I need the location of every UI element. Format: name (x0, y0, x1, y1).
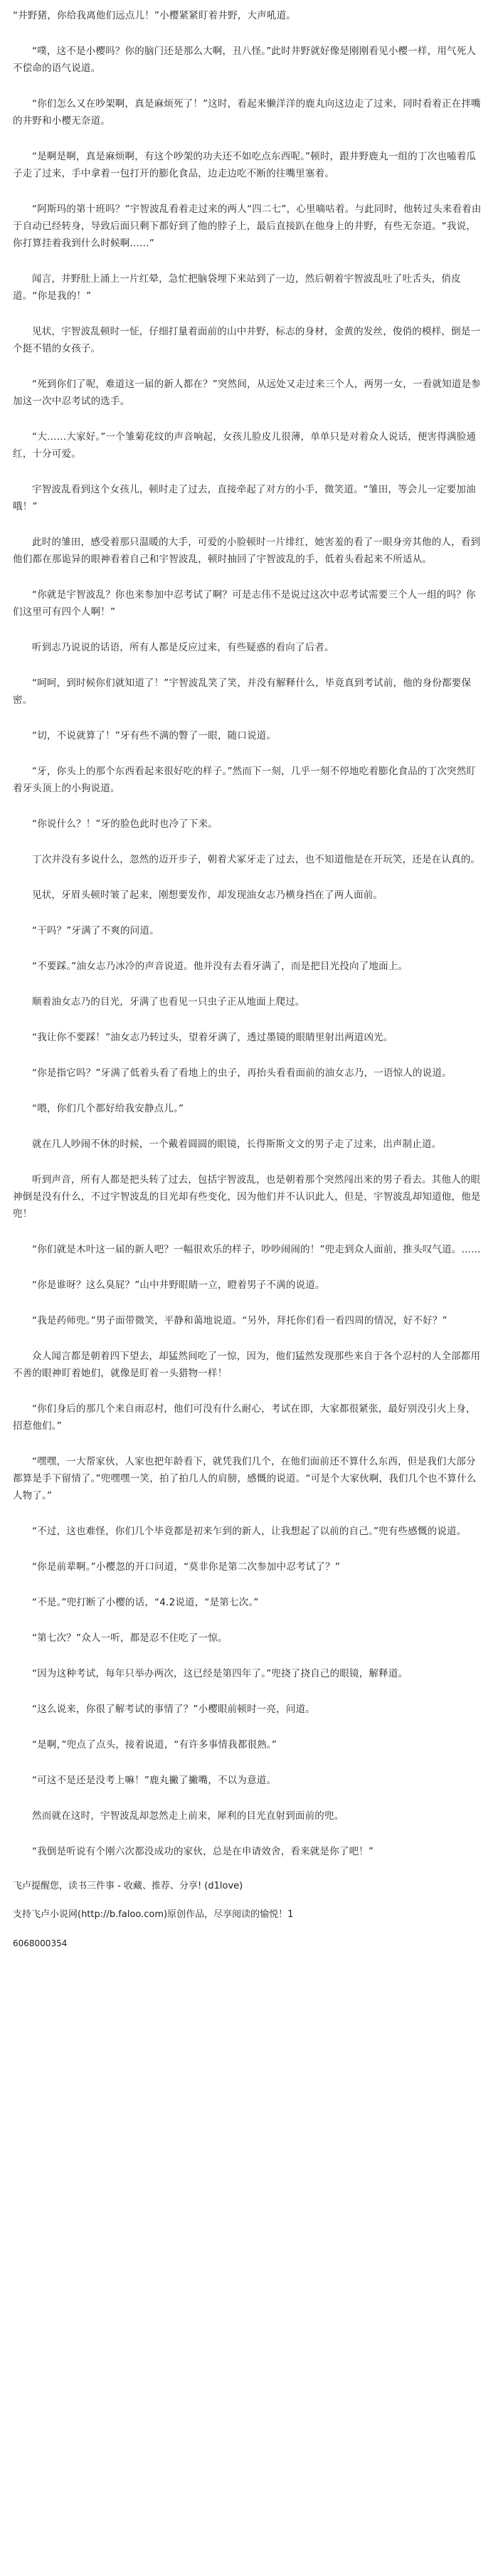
story-paragraph: 见状，牙眉头顿时皱了起来，刚想要发作，却发现油女志乃横身挡在了两人面前。 (32, 890, 383, 901)
story-paragraph: “因为这种考试，每年只举办两次，这已经是第四年了。”兜挠了挠自己的眼镜，解释道。 (32, 1668, 408, 1679)
story-paragraph: 就在几人吵闹不休的时候，一个戴着圆圆的眼镜，长得斯斯文文的男子走了过来，出声制止道。 (32, 1139, 442, 1150)
story-paragraph: “你就是宇智波乱？你也来参加中忍考试了啊？可是志伟不是说过这次中忍考试需要三个人一组的吗？你们这里可有四个人啊！” (13, 589, 476, 618)
story-paragraph: 见状，宇智波乱顿时一怔，仔细打量着面前的山中井野，标志的身材，金黄的发丝，俊俏的模样，倒是一个挺不错的女孩子。 (13, 326, 481, 354)
story-paragraph: “你们身后的那几个来自雨忍村，他们可没有什么耐心，考试在即，大家都很紧张，最好别没引火上身，招惹他们。” (13, 1403, 476, 1432)
story-paragraph: “我让你不要踩！”油女志乃转过头，望着牙满了，透过墨镜的眼睛里射出两道凶光。 (32, 1032, 393, 1043)
footer-code: 6068000354 (13, 1938, 68, 1948)
story-paragraph: “不过，这也难怪，你们几个毕竟都是初来乍到的新人，让我想起了以前的自己。”兜有些感慨的说道。 (32, 1526, 467, 1537)
story-paragraph: “呵呵，到时候你们就知道了！”宇智波乱笑了笑，并没有解释什么，毕竟真到考试前，他的身份都要保密。 (13, 677, 472, 706)
story-paragraph: 顺着油女志乃的目光，牙满了也看见一只虫子正从地面上爬过。 (32, 996, 305, 1008)
story-paragraph: “你们怎么又在吵架啊，真是麻烦死了！”这时，看起来懒洋洋的鹿丸向这边走了过来，同时看着正在拌嘴的井野和小樱无奈道。 (13, 98, 481, 127)
story-paragraph: 听到志乃说说的话语，所有人都是反应过来，有些疑惑的看向了后者。 (32, 642, 334, 653)
story-paragraph: “牙，你头上的那个东西看起来很好吃的样子。”然而下一刻，几乎一刻不停地吃着膨化食品的丁次突然盯着牙头顶上的小狗说道。 (13, 766, 477, 794)
story-paragraph: “你是前辈啊。”小樱忽的开口问道，“莫非你是第二次参加中忍考试了？” (32, 1561, 341, 1573)
story-paragraph: “阿斯玛的第十班吗？”宇智波乱看着走过来的两人“四二七”，心里嘀咕着。与此同时，他转过头来看着由于自动已经转身，导致后面只剩下都好到了他的脖子上，最后直接趴在他身上的井野，有些无奈道。“我说，你打算挂着我到什么时候啊……” (13, 204, 482, 249)
story-paragraph: “你说什么？！”牙的脸色此时也冷了下来。 (32, 818, 218, 830)
story-paragraph: “可这不是还是没考上嘛！”鹿丸撇了撇嘴，不以为意道。 (32, 1775, 277, 1786)
story-paragraph: 丁次并没有多说什么，忽然的迈开步子，朝着犬冢牙走了过去，也不知道他是在开玩笑，还是在认真的。 (32, 854, 481, 865)
story-paragraph: 听到声音，所有人都是把头转了过去，包括宇智波乱，也是朝着那个突然闯出来的男子看去。其他人的眼神倒是没有什么，不过宇智波乱的目光却有些变化，因为他们并不认识此人，但是，宇智波乱却知道他，他是兜！ (13, 1174, 481, 1220)
story-paragraph: 然而就在这时，宇智波乱却忽然走上前来，犀利的目光直射到面前的兜。 (32, 1810, 344, 1822)
story-paragraph: “第七次？”众人一听，都是忍不住吃了一惊。 (32, 1632, 228, 1644)
footer-site-text[interactable]: 支持飞卢小说网(http://b.faloo.com)原创作品，尽享阅读的愉悦！1 (13, 1909, 294, 1920)
story-paragraph: “井野猪，你给我离他们远点儿！”小樱紧紧盯着井野，大声吼道。 (13, 10, 296, 21)
story-paragraph: “不是。”兜打断了小樱的话，“4.2说道，“是第七次。” (32, 1597, 259, 1608)
story-paragraph: “是啊是啊，真是麻烦啊，有这个吵架的功夫还不如吃点东西呢。”顿时，跟井野鹿丸一组的丁次也嗑着瓜子走了过来，手中拿着一包打开的膨化食品，边走边吃不断的往嘴里塞着。 (13, 151, 477, 179)
story-paragraph: “你是谁呀？这么臭屁？”山中井野眼睛一立，瞪着男子不满的说道。 (32, 1279, 325, 1291)
story-paragraph: 宇智波乱看到这个女孩儿，顿时走了过去，直接牵起了对方的小手，微笑道。“雏田，等会儿一定要加油哦！” (13, 484, 476, 512)
story-paragraph: 此时的雏田，感受着那只温暖的大手，可爱的小脸顿时一片绯红，她害羞的看了一眼身旁其他的人，看到他们都在那诡异的眼神看着自己和宇智波乱，顿时抽回了宇智波乱的手，低着头看起来不所适从。 (13, 537, 481, 565)
story-paragraph: 闻言，井野肚上涌上一片红晕，急忙把脑袋埋下来站到了一边，然后朝着宇智波乱吐了吐舌头，俏皮道。“你是我的！” (13, 273, 461, 302)
story-paragraph: “大……大家好。”一个雏菊花纹的声音响起，女孩儿脸皮儿很薄，单单只是对着众人说话，便害得满脸通红，十分可爱。 (13, 431, 477, 460)
story-paragraph: 众人闻言都是朝着四下望去，却猛然间吃了一惊，因为，他们猛然发现那些来自于各个忍村的人全部都用不善的眼神盯着她们，就像是盯着一头猎物一样！ (13, 1351, 481, 1379)
story-paragraph: “干吗？”牙满了不爽的问道。 (32, 925, 159, 936)
story-paragraph: “我倒是听说有个刚六次都没成功的家伙，总是在申请效舍，看来就是你了吧！” (32, 1846, 374, 1857)
story-paragraph: “不要踩。”油女志乃冰冷的声音说道。他并没有去看牙满了，而是把目光投向了地面上。 (32, 961, 408, 972)
story-paragraph: “你们就是木叶这一届的新人吧？一幅很欢乐的样子，吵吵闹闹的！”兜走到众人面前，推头叹气道。…… (32, 1244, 481, 1255)
footer-site-link[interactable] (13, 1907, 485, 1923)
story-paragraph: “是啊，”兜点了点头，接着说道，“有许多事情我都很熟。” (32, 1739, 277, 1751)
story-paragraph: “你是指它吗？”牙满了低着头看了看地上的虫子，再抬头看看面前的油女志乃，一语惊人的说道。 (32, 1067, 452, 1079)
story-paragraph: “噗，这不是小樱吗？你的脑门还是那么大啊，丑八怪。”此时井野就好像是刚刚看见小樱一样，用气死人不偿命的语气说道。 (13, 46, 477, 74)
story-paragraph: “切，不说就算了！”牙有些不满的瞥了一眼，随口说道。 (32, 730, 277, 741)
story-paragraph: “嘿嘿，一大帮家伙，人家也把年龄看下，就凭我们几个，在他们面前还不算什么东西，但是我们大部分都算是手下留情了。”兜嘿嘿一笑，拍了拍几人的肩膀，感慨的说道。“可是个大家伙啊，我们几个也不算什么人物了。” (13, 1456, 477, 1501)
footer-reminder: 飞卢提醒您，读书三件事 - 收藏、推荐、分享! (d1love) (13, 1881, 243, 1891)
story-paragraph: “我是药师兜。”男子面带微笑，平静和蔼地说道。“另外，拜托你们看一看四周的情况，好不好？” (32, 1315, 447, 1326)
story-paragraph: “喂，你们几个都好给我安静点儿。” (32, 1103, 184, 1114)
chapter-footer (13, 1879, 485, 1951)
story-paragraph: “死到你们了呢，难道这一届的新人都在？”突然间，从远处又走过来三个人，两男一女，一看就知道是参加这一次中忍考试的选手。 (13, 379, 481, 407)
story-paragraph: “这么说来，你很了解考试的事情了？”小樱眼前顿时一亮，问道。 (32, 1704, 315, 1715)
